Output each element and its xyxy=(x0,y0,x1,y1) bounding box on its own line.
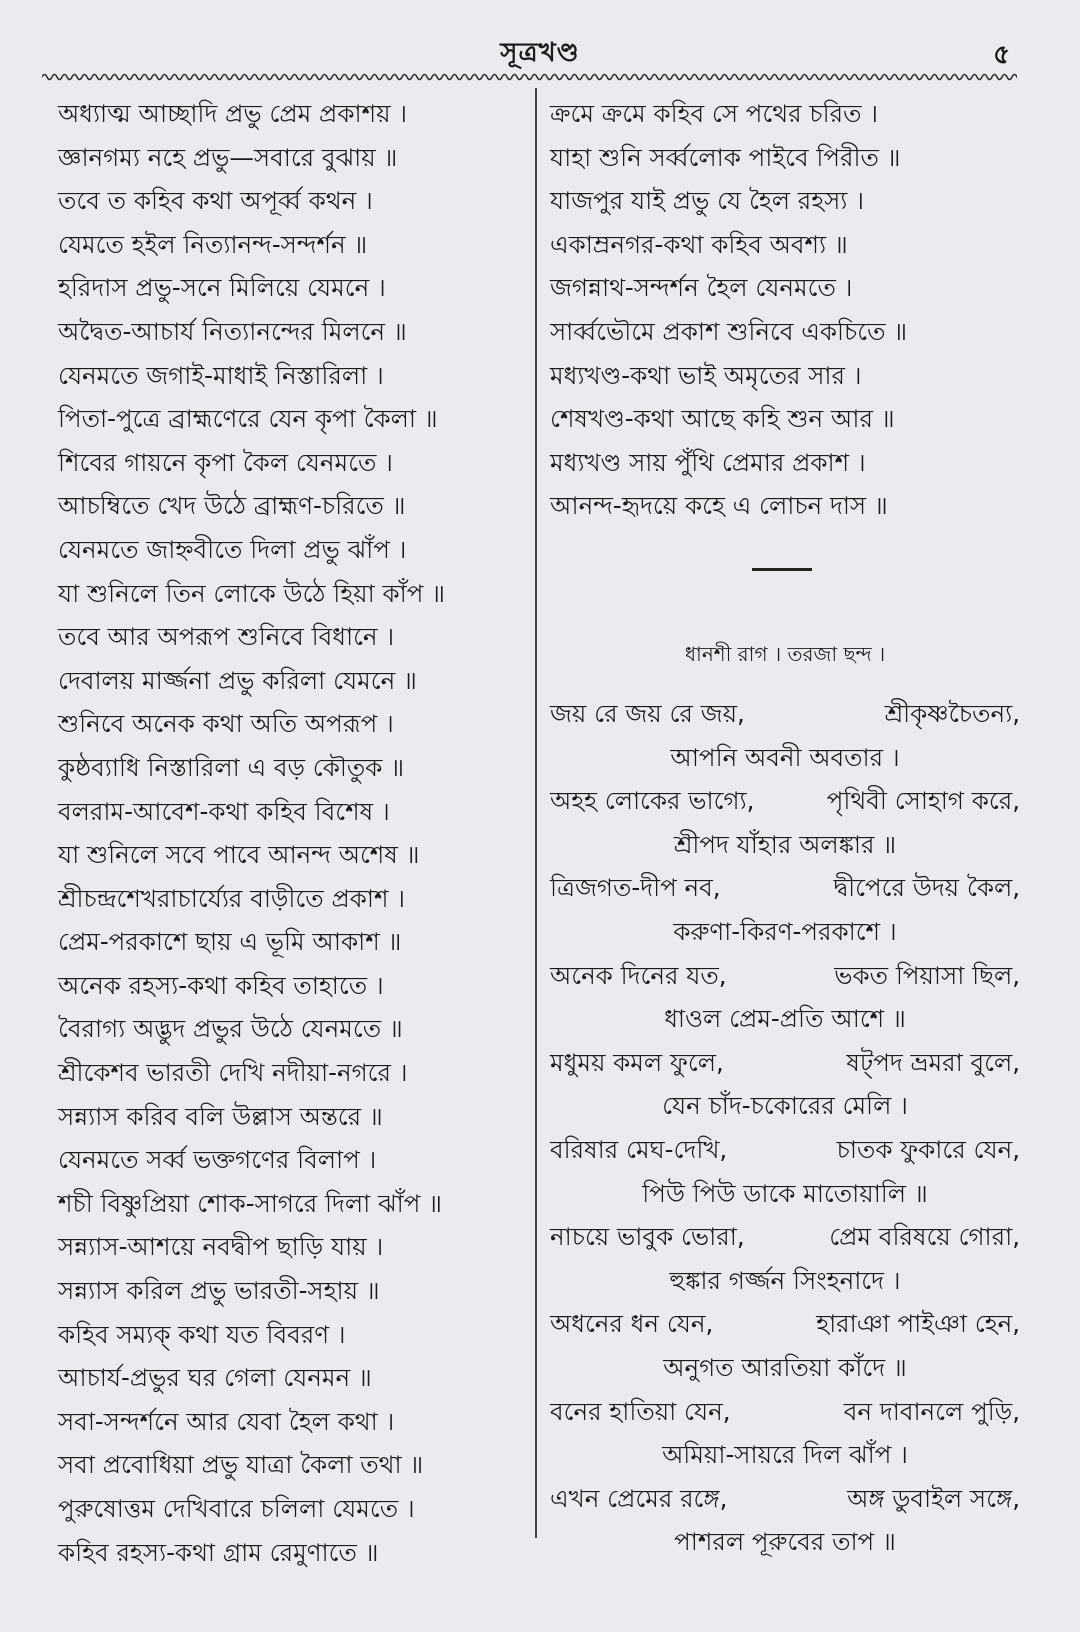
song-verse xyxy=(550,779,1020,866)
verse-first-b: শ্রীকৃষ্ণচৈতন্য, xyxy=(884,699,1020,728)
song-verse xyxy=(550,1041,1020,1128)
verse-first-a: অধনের ধন যেন, xyxy=(550,1309,714,1339)
verse-line: মধ্যখণ্ড সায় পুঁথি প্রেমার প্রকাশ । xyxy=(550,447,866,477)
verse-line: আচম্বিতে খেদ উঠে ব্রাহ্মণ-চরিতে ॥ xyxy=(58,491,406,521)
song-block xyxy=(550,692,1020,1564)
verse-line: কহিব রহস্য-কথা গ্রাম রেমুণাতে ॥ xyxy=(58,1537,379,1567)
verse-line: অনেক রহস্য-কথা কহিব তাহাতে । xyxy=(58,970,384,1000)
verse-line: পুরুষোত্তম দেখিবারে চলিলা যেমতে । xyxy=(58,1494,415,1523)
verse-line: অধ্যাত্ম আচ্ছাদি প্রভু প্রেম প্রকাশয় । xyxy=(58,99,408,128)
verse-line: কুষ্ঠব্যাধি নিস্তারিলা এ বড় কৌতুক ॥ xyxy=(58,752,405,782)
verse-second: অনুগত আরতিয়া কাঁদে ॥ xyxy=(663,1352,907,1382)
verse-first-b: ষট্পদ ভ্রমরা বুলে, xyxy=(846,1047,1020,1077)
verse-first-a: নাচয়ে ভাবুক ভোরা, xyxy=(550,1222,745,1252)
verse-first-a: ত্রিজগত-দীপ নব, xyxy=(550,873,721,903)
verse-line: কহিব সম্যক্ কথা যত বিবরণ । xyxy=(58,1319,346,1349)
verse-line: যাহা শুনি সর্ব্বলোক পাইবে পিরীত ॥ xyxy=(550,142,901,172)
column-divider xyxy=(535,88,537,1538)
verse-second: পিউ পিউ ডাকে মাতোয়ালি ॥ xyxy=(642,1178,928,1208)
verse-line: শচী বিষ্ণুপ্রিয়া শোক-সাগরে দিলা ঝাঁপ ॥ xyxy=(58,1188,442,1218)
verse-second: হুঙ্কার গর্জ্জন সিংহনাদে । xyxy=(669,1265,901,1295)
verse-first-b: প্রেম বরিষয়ে গোরা, xyxy=(829,1222,1020,1252)
verse-line: দেবালয় মার্জ্জনা প্রভু করিলা যেমনে ॥ xyxy=(58,665,417,695)
header-wavy-rule xyxy=(42,70,1017,84)
verse-line: সন্ন্যাস করিব বলি উল্লাস অন্তরে ॥ xyxy=(58,1101,383,1131)
song-verse xyxy=(550,1477,1020,1564)
verse-second: পাশরল পূরুবের তাপ ॥ xyxy=(674,1527,896,1557)
verse-first-a: জয় রে জয় রে জয়, xyxy=(550,699,745,728)
song-verse xyxy=(550,1128,1020,1215)
verse-second: অমিয়া-সায়রে দিল ঝাঁপ । xyxy=(662,1440,908,1470)
verse-line: যেনমতে জগাই-মাধাই নিস্তারিলা । xyxy=(58,360,384,390)
verse-line: যা শুনিলে তিন লোকে উঠে হিয়া কাঁপ ॥ xyxy=(58,578,446,608)
song-verse xyxy=(550,692,1020,779)
song-verse xyxy=(550,866,1020,953)
verse-line: মধ্যখণ্ড-কথা ভাই অমৃতের সার । xyxy=(550,360,862,390)
verse-second: করুণা-কিরণ-পরকাশে । xyxy=(673,916,897,946)
verse-line: সার্ব্বভৌমে প্রকাশ শুনিবে একচিতে ॥ xyxy=(550,316,908,346)
song-verse xyxy=(550,1215,1020,1302)
verse-line: সবা-সন্দর্শনে আর যেবা হৈল কথা । xyxy=(58,1406,395,1436)
verse-line: শ্রীকেশব ভারতী দেখি নদীয়া-নগরে । xyxy=(58,1058,408,1088)
verse-line: সন্ন্যাস করিল প্রভু ভারতী-সহায় ॥ xyxy=(58,1276,380,1306)
verse-line: ক্রমে ক্রমে কহিব সে পথের চরিত । xyxy=(550,99,879,128)
verse-line: যেনমতে সর্ব্ব ভক্তগণের বিলাপ । xyxy=(58,1145,377,1175)
verse-line: শ্রীচন্দ্রশেখরাচার্য্যের বাড়ীতে প্রকাশ । xyxy=(58,883,406,913)
verse-line: আনন্দ-হৃদয়ে কহে এ লোচন দাস ॥ xyxy=(550,491,888,521)
verse-line: শেষখণ্ড-কথা আছে কহি শুন আর ॥ xyxy=(550,404,895,434)
section-separator xyxy=(752,568,812,571)
verse-first-b: অঙ্গ ডুবাইল সঙ্গে, xyxy=(847,1483,1020,1513)
song-verse xyxy=(550,1302,1020,1389)
verse-line: পিতা-পুত্রে ব্রাহ্মণেরে যেন কৃপা কৈলা ॥ xyxy=(58,404,438,434)
verse-first-b: হারাঞা পাইঞা হেন, xyxy=(816,1309,1020,1339)
verse-line: যা শুনিলে সবে পাবে আনন্দ অশেষ ॥ xyxy=(58,840,420,870)
verse-line: আচার্য-প্রভুর ঘর গেলা যেনমন ॥ xyxy=(58,1363,372,1393)
page-number: ৫ xyxy=(993,40,1010,70)
verse-second: আপনি অবনী অবতার । xyxy=(670,742,900,772)
verse-first-a: এখন প্রেমের রঙ্গে, xyxy=(550,1483,728,1513)
verse-first-b: বন দাবানলে পুড়ি, xyxy=(843,1396,1020,1426)
verse-first-a: বরিষার মেঘ-দেখি, xyxy=(550,1134,728,1164)
verse-line: তবে আর অপরূপ শুনিবে বিধানে । xyxy=(58,622,395,652)
verse-line: বৈরাগ্য অদ্ভুদ প্রভুর উঠে যেনমতে ॥ xyxy=(58,1014,403,1044)
verse-second: ধাওল প্রেম-প্রতি আশে ॥ xyxy=(664,1004,906,1034)
verse-first-b: ভকত পিয়াসা ছিল, xyxy=(834,960,1020,990)
verse-line: জ্ঞানগম্য নহে প্রভু—সবারে বুঝায় ॥ xyxy=(58,142,398,172)
raga-heading: ধানশী রাগ । তরজা ছন্দ । xyxy=(684,642,886,666)
verse-line: শুনিবে অনেক কথা অতি অপরূপ । xyxy=(58,709,394,739)
verse-line: সন্ন্যাস-আশয়ে নবদ্বীপ ছাড়ি যায় । xyxy=(58,1232,384,1262)
verse-first-a: অহহ লোকের ভাগ্যে, xyxy=(550,786,755,816)
verse-line: অদ্বৈত-আচার্য নিত্যানন্দের মিলনে ॥ xyxy=(58,316,407,346)
verse-first-a: মধুময় কমল ফুলে, xyxy=(550,1047,724,1077)
running-header: সূত্রখণ্ড xyxy=(500,38,580,68)
right-column xyxy=(550,92,1020,528)
song-verse xyxy=(550,1390,1020,1477)
verse-first-a: অনেক দিনের যত, xyxy=(550,960,727,990)
song-verse xyxy=(550,954,1020,1041)
verse-second: শ্রীপদ যাঁহার অলঙ্কার ॥ xyxy=(673,829,897,859)
verse-line: প্রেম-পরকাশে ছায় এ ভূমি আকাশ ॥ xyxy=(58,927,402,957)
verse-line: শিবের গায়নে কৃপা কৈল যেনমতে । xyxy=(58,447,393,477)
verse-first-b: দ্বীপেরে উদয় কৈল, xyxy=(833,873,1020,903)
verse-line: একাম্রনগর-কথা কহিব অবশ্য ॥ xyxy=(550,229,848,259)
verse-line: তবে ত কহিব কথা অপূর্ব্ব কথন । xyxy=(58,186,373,216)
verse-line: হরিদাস প্রভু-সনে মিলিয়ে যেমনে । xyxy=(58,273,386,303)
verse-line: যেমতে হইল নিত্যানন্দ-সন্দর্শন ॥ xyxy=(58,229,368,259)
verse-line: সবা প্রবোধিয়া প্রভু যাত্রা কৈলা তথা ॥ xyxy=(58,1450,424,1480)
verse-first-a: বনের হাতিয়া যেন, xyxy=(550,1396,731,1426)
verse-line: যেনমতে জাহ্নবীতে দিলা প্রভু ঝাঁপ । xyxy=(58,534,407,564)
left-column xyxy=(58,92,528,1574)
verse-first-b: চাতক ফুকারে যেন, xyxy=(836,1134,1020,1164)
verse-line: যাজপুর যাই প্রভু যে হৈল রহস্য । xyxy=(550,186,864,216)
verse-line: বলরাম-আবেশ-কথা কহিব বিশেষ । xyxy=(58,796,390,826)
verse-second: যেন চাঁদ-চকোরের মেলি । xyxy=(662,1091,908,1121)
verse-first-b: পৃথিবী সোহাগ করে, xyxy=(826,786,1020,816)
verse-line: জগন্নাথ-সন্দর্শন হৈল যেনমতে । xyxy=(550,273,853,303)
